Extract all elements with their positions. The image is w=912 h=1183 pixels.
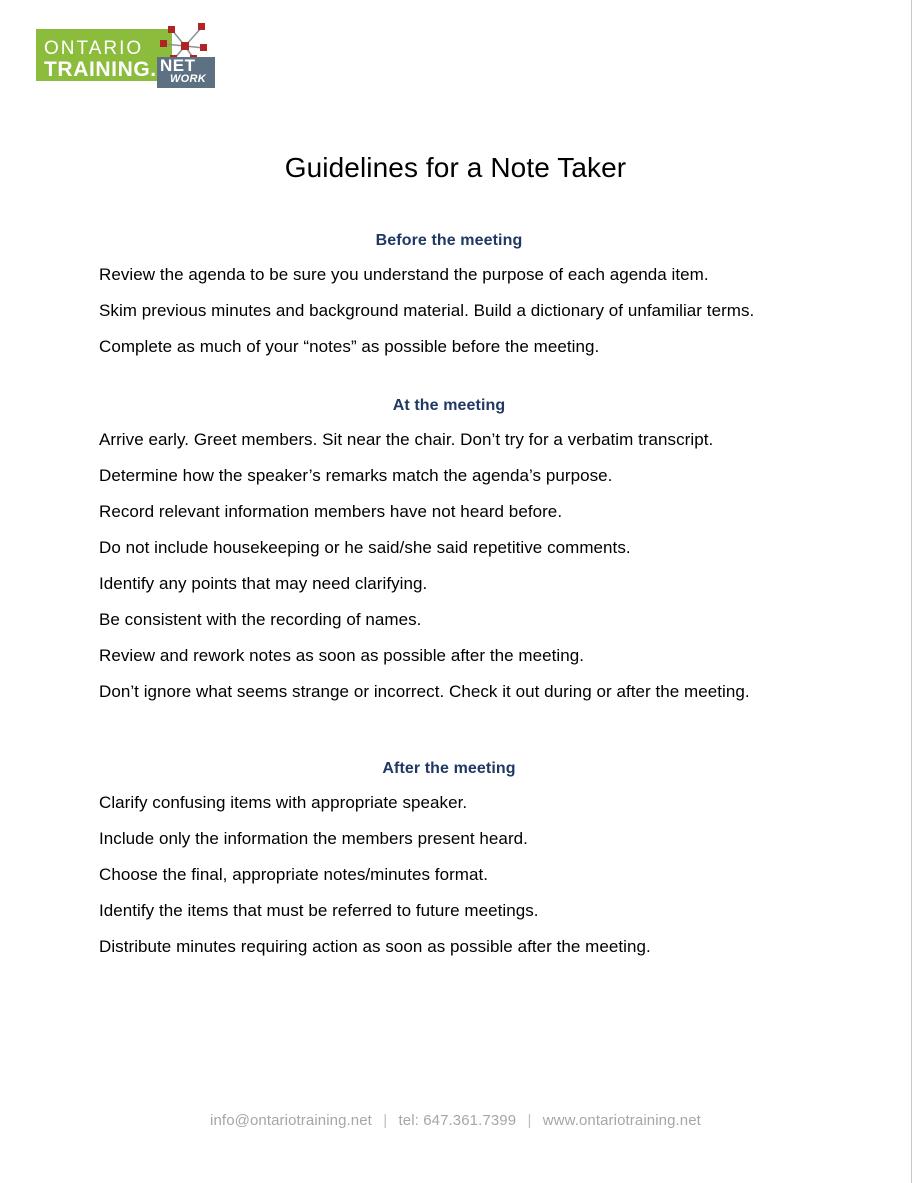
guideline-item: Review and rework notes as soon as possible after the meeting. — [99, 646, 585, 665]
guideline-item: Don’t ignore what seems strange or incorrect. Check it out during or after the meeting. — [99, 682, 750, 701]
guideline-item: Do not include housekeeping or he said/she said repetitive comments. — [99, 538, 631, 557]
logo-badge-network — [157, 57, 215, 88]
section-at-the-meeting — [99, 397, 799, 705]
guideline-item: Arrive early. Greet members. Sit near the chair. Don’t try for a verbatim transcript. — [99, 430, 714, 449]
footer-separator: | — [527, 1112, 532, 1129]
guideline-item: Skim previous minutes and background material. Build a dictionary of unfamiliar terms. — [99, 301, 755, 320]
footer-website[interactable]: www.ontariotraining.net — [542, 1112, 701, 1129]
document-content — [99, 232, 799, 960]
logo-word-training: TRAINING. — [44, 58, 157, 81]
footer-email[interactable]: info@ontariotraining.net — [210, 1112, 372, 1129]
guideline-item: Review the agenda to be sure you understand the purpose of each agenda item. — [99, 265, 709, 284]
guideline-item: Choose the final, appropriate notes/minutes format. — [99, 865, 489, 884]
section-after-the-meeting — [99, 760, 799, 960]
logo-badge-net-text: NET — [160, 56, 196, 75]
logo-badge-work-text: WORK — [170, 73, 207, 85]
footer-contact-bar — [0, 1112, 911, 1129]
ontario-training-network-logo — [36, 22, 216, 92]
logo-word-ontario: ONTARIO — [44, 38, 144, 59]
guideline-item: Identify any points that may need clarifying. — [99, 574, 428, 593]
guideline-item: Complete as much of your “notes” as possible before the meeting. — [99, 337, 600, 356]
footer-phone: tel: 647.361.7399 — [398, 1112, 517, 1129]
guideline-item: Record relevant information members have not heard before. — [99, 502, 563, 521]
section-before-the-meeting — [99, 232, 799, 360]
guideline-item: Determine how the speaker’s remarks match the agenda’s purpose. — [99, 466, 613, 485]
guideline-item: Clarify confusing items with appropriate speaker. — [99, 793, 468, 812]
page-title: Guidelines for a Note Taker — [284, 152, 627, 183]
guideline-item: Identify the items that must be referred to future meetings. — [99, 901, 539, 920]
footer-separator: | — [383, 1112, 388, 1129]
guideline-item: Be consistent with the recording of names. — [99, 610, 422, 629]
section-heading: At the meeting — [392, 397, 506, 414]
guideline-item: Include only the information the members present heard. — [99, 829, 528, 848]
guideline-item: Distribute minutes requiring action as soon as possible after the meeting. — [99, 937, 651, 956]
section-heading: Before the meeting — [375, 232, 523, 249]
section-heading: After the meeting — [382, 760, 516, 777]
